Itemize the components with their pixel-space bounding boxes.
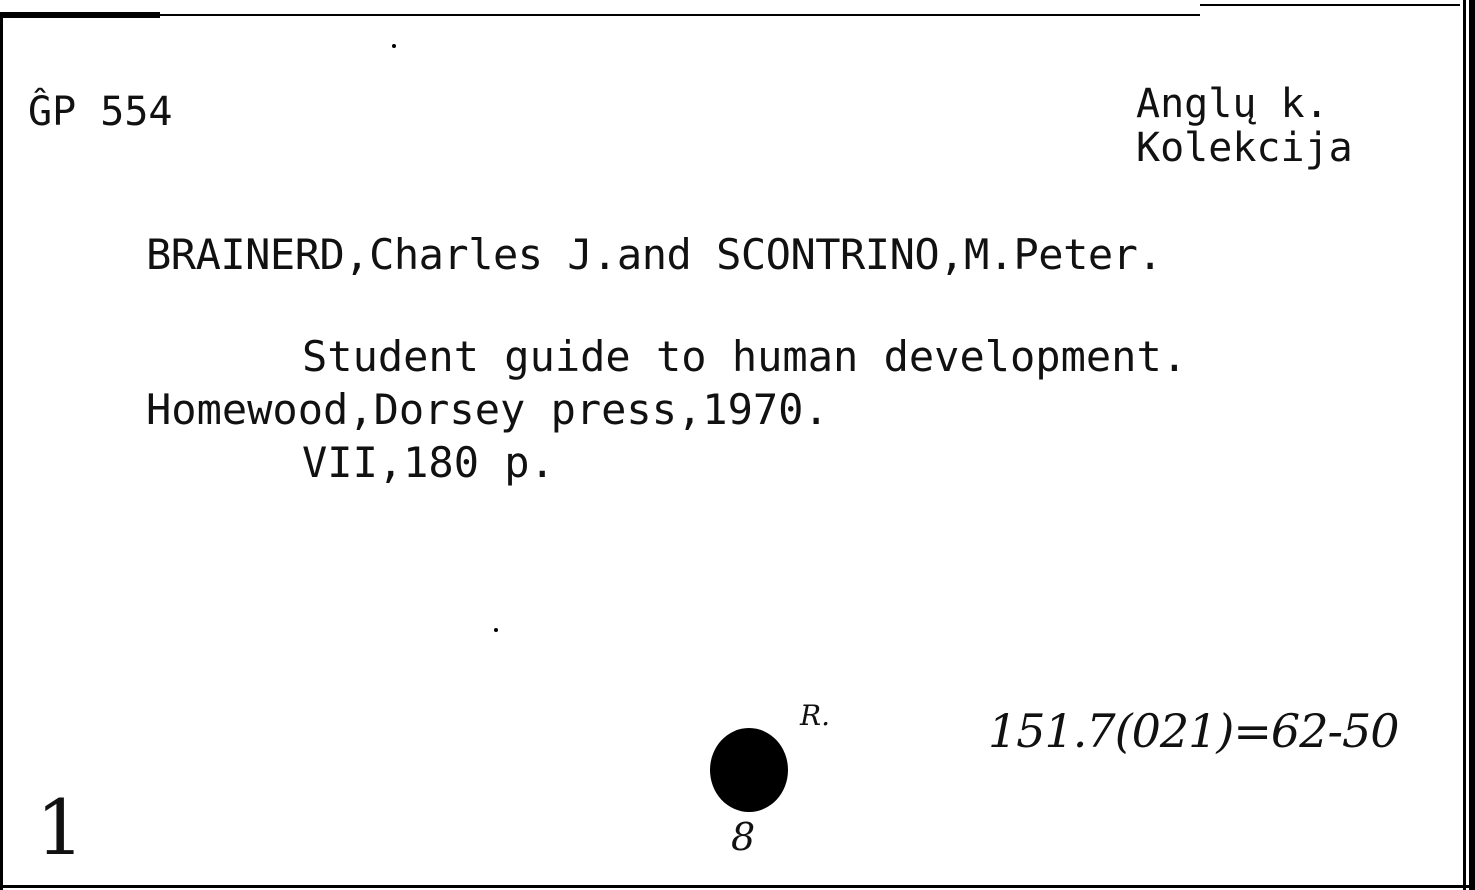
handwritten-classification: 151.7(021)=62-50 — [988, 704, 1399, 758]
ink-speck — [392, 44, 396, 48]
pages-line: VII,180 p. — [302, 438, 555, 487]
handwritten-r-mark: R. — [800, 699, 830, 732]
card-left-edge — [0, 12, 3, 890]
author-line: BRAINERD,Charles J.and SCONTRINO,M.Peter. — [146, 230, 1163, 279]
card-right-edge-outer — [1469, 0, 1475, 890]
language-note: Anglų k. — [1136, 81, 1329, 127]
card-bottom-edge — [0, 885, 1475, 888]
collection-note: Kolekcija — [1136, 125, 1353, 171]
handwritten-8-mark: 8 — [731, 815, 756, 859]
card-top-edge-fragment — [1200, 4, 1460, 6]
card-top-edge — [160, 14, 1200, 16]
title-line: Student guide to human development. — [302, 332, 1188, 381]
call-number: ĜP 554 — [28, 89, 173, 135]
card-top-edge-thick — [0, 12, 160, 18]
punched-hole-mark — [710, 728, 788, 812]
imprint-line: Homewood,Dorsey press,1970. — [146, 385, 829, 434]
handwritten-card-number: 1 — [36, 783, 85, 872]
ink-speck — [494, 628, 498, 632]
card-right-edge — [1463, 0, 1466, 890]
